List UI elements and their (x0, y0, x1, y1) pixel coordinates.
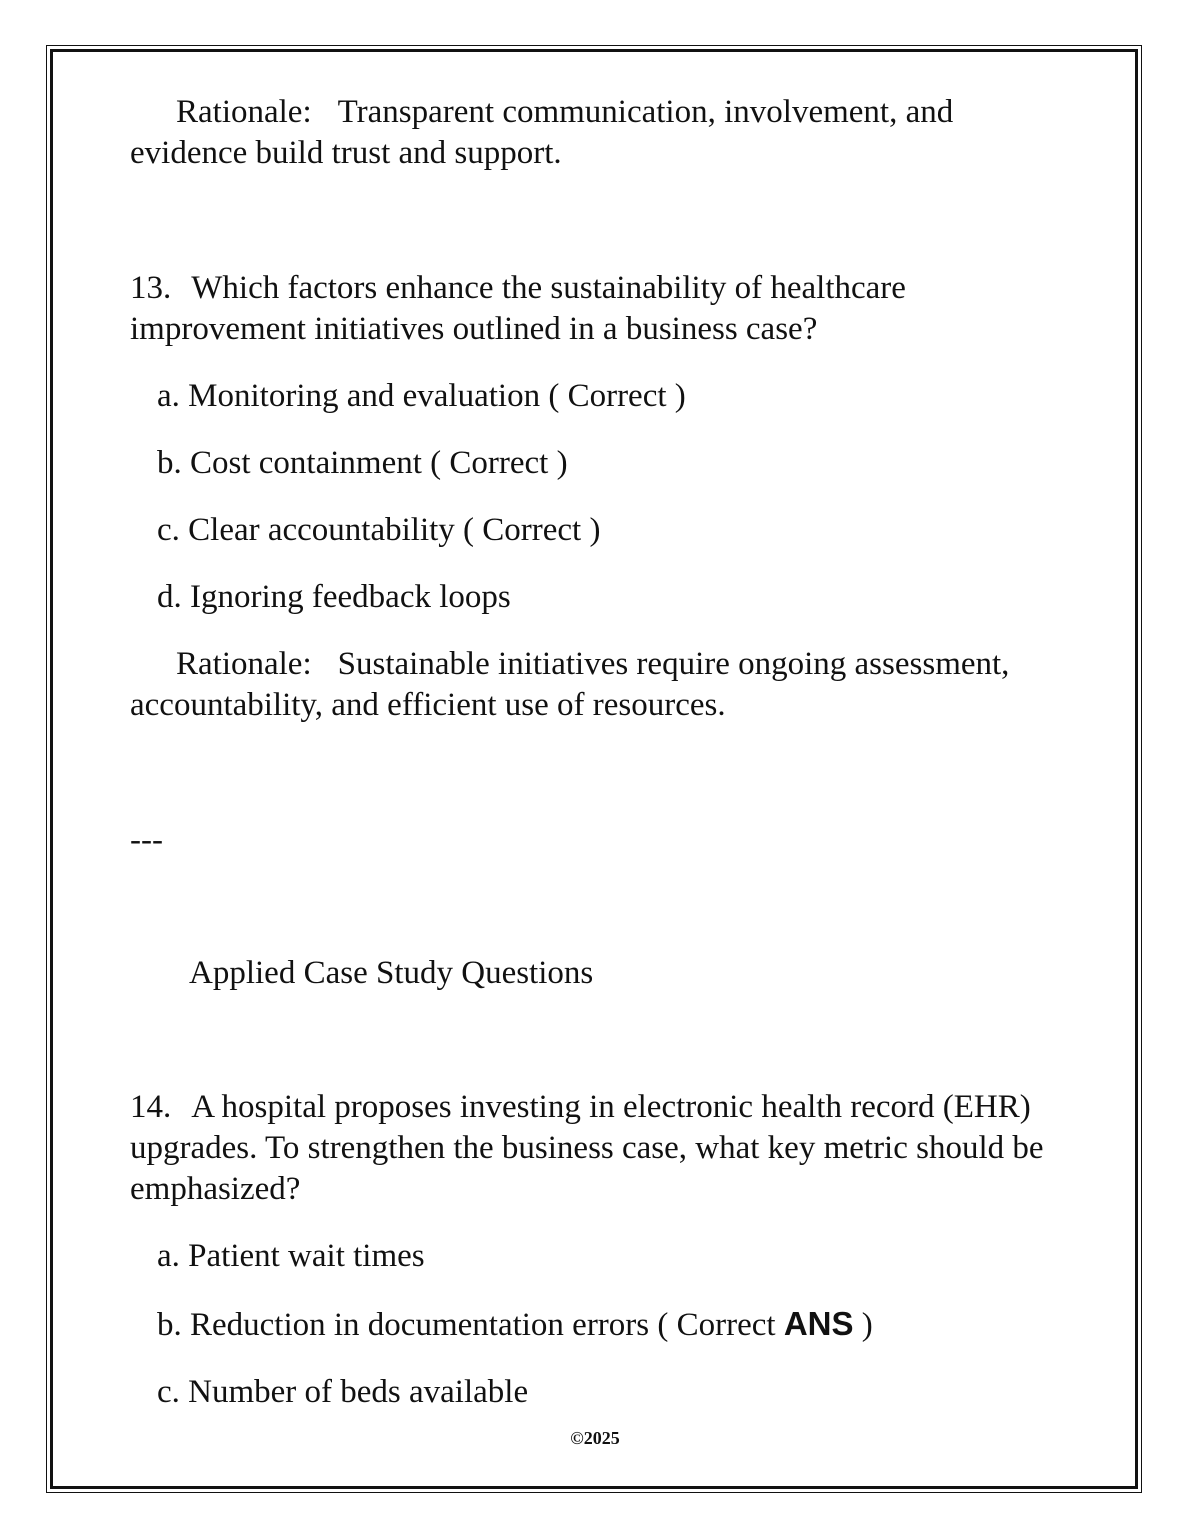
question-text: Which factors enhance the sustainability of healthcare improvement initiatives outlined in a business case? (130, 270, 906, 347)
option-14c: c. Number of beds available (157, 1374, 529, 1410)
section-heading: Applied Case Study Questions (189, 955, 594, 991)
question-number: 14. (130, 1089, 172, 1125)
separator: --- (130, 822, 163, 858)
rationale-text: Sustainable initiatives require ongoing assessment, accountability, and efficient use of resources. (130, 646, 1010, 723)
option-13d: d. Ignoring feedback loops (157, 579, 511, 615)
option-text: b. Reduction in documentation errors ( Correct (157, 1307, 776, 1343)
question-number: 13. (130, 270, 172, 306)
option-suffix: ) (861, 1307, 873, 1343)
option-14b (130, 1303, 1070, 1346)
question-13 (130, 268, 1070, 350)
rationale-q12 (130, 92, 1070, 174)
document-body (130, 92, 1070, 1413)
rationale-text: Transparent communication, involvement, and evidence build trust and support. (130, 94, 954, 171)
rationale-q13 (130, 644, 1070, 726)
question-14 (130, 1087, 1070, 1210)
rationale-label: Rationale: (176, 646, 312, 682)
rationale-label: Rationale: (176, 94, 312, 130)
option-13a: a. Monitoring and evaluation ( Correct ) (157, 378, 686, 414)
option-14a: a. Patient wait times (157, 1238, 425, 1274)
question-text: A hospital proposes investing in electronic health record (EHR) upgrades. To strengthen the business case, what key metric should be emphasized? (130, 1089, 1044, 1207)
option-13b: b. Cost containment ( Correct ) (157, 445, 568, 481)
copyright-footer: ©2025 (570, 1428, 620, 1448)
option-13c: c. Clear accountability ( Correct ) (157, 512, 601, 548)
answer-marker: ANS (783, 1305, 854, 1342)
